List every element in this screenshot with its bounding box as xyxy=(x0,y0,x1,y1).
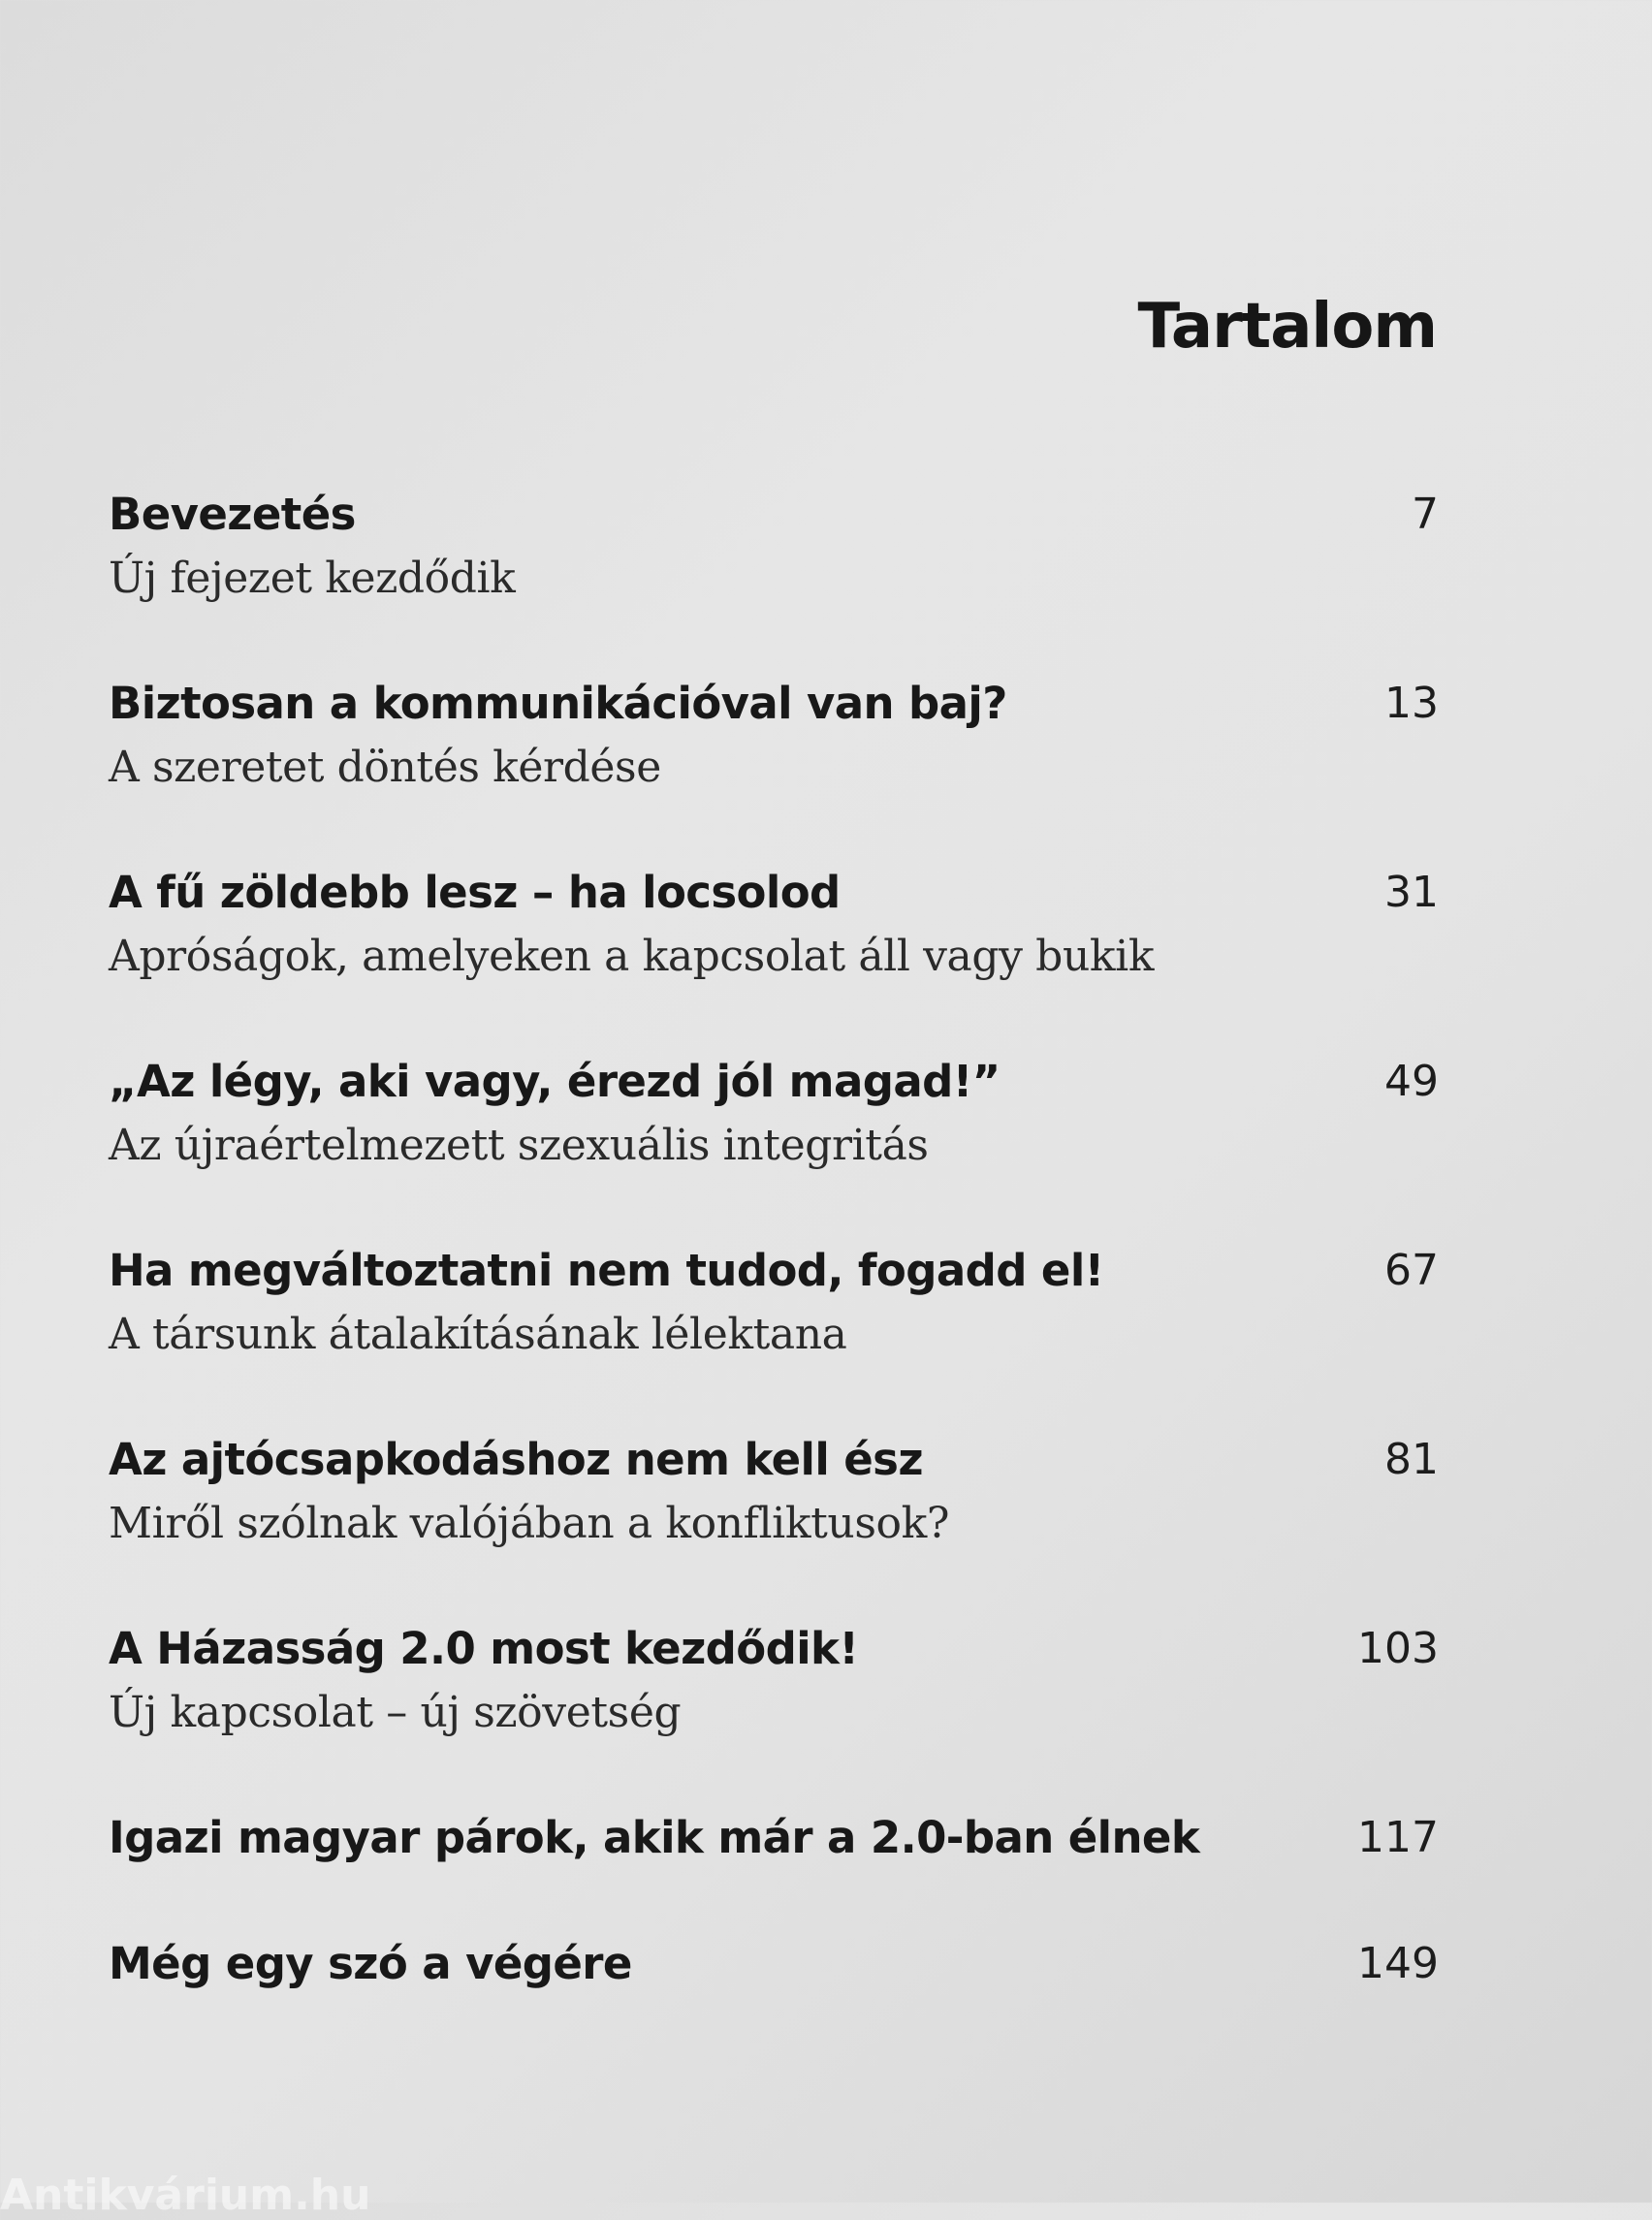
entry-subtitle: Miről szólnak valójában a konfliktusok? xyxy=(109,1499,950,1548)
toc-entry xyxy=(109,1239,1439,1428)
toc-entry xyxy=(109,1428,1439,1617)
entry-title: „Az légy, aki vagy, érezd jól magad!” xyxy=(109,1056,1001,1107)
toc-entry xyxy=(109,672,1439,861)
entry-page-number: 67 xyxy=(1384,1246,1439,1295)
toc-list xyxy=(109,483,1439,2058)
entry-subtitle: Új fejezet kezdődik xyxy=(109,554,516,603)
entry-title: A Házasság 2.0 most kezdődik! xyxy=(109,1623,859,1674)
entry-page-number: 103 xyxy=(1357,1624,1439,1673)
entry-page-number: 81 xyxy=(1384,1435,1439,1484)
entry-page-number: 49 xyxy=(1384,1057,1439,1106)
watermark: Antikvárium.hu xyxy=(0,2171,371,2220)
entry-page-number: 117 xyxy=(1357,1813,1439,1862)
entry-page-number: 7 xyxy=(1412,490,1439,539)
toc-entry xyxy=(109,1617,1439,1806)
toc-title: Tartalom xyxy=(1137,291,1437,363)
entry-subtitle: Apróságok, amelyeken a kapcsolat áll vagy bukik xyxy=(109,932,1155,981)
toc-entry xyxy=(109,861,1439,1050)
entry-title: Biztosan a kommunikációval van baj? xyxy=(109,678,1007,729)
entry-title: Ha megváltoztatni nem tudod, fogadd el! xyxy=(109,1245,1104,1296)
entry-title: Az ajtócsapkodáshoz nem kell ész xyxy=(109,1434,923,1485)
toc-entry xyxy=(109,483,1439,672)
entry-page-number: 31 xyxy=(1384,868,1439,917)
entry-subtitle: Új kapcsolat – új szövetség xyxy=(109,1688,682,1737)
entry-page-number: 13 xyxy=(1384,679,1439,728)
toc-entry xyxy=(109,1806,1439,1932)
toc-entry xyxy=(109,1932,1439,2058)
entry-subtitle: A szeretet döntés kérdése xyxy=(109,743,661,792)
entry-page-number: 149 xyxy=(1357,1939,1439,1988)
entry-title: Még egy szó a végére xyxy=(109,1938,632,1989)
toc-entry xyxy=(109,1050,1439,1239)
entry-subtitle: A társunk átalakításának lélektana xyxy=(109,1310,847,1359)
entry-title: Igazi magyar párok, akik már a 2.0-ban élnek xyxy=(109,1812,1200,1863)
entry-subtitle: Az újraértelmezett szexuális integritás xyxy=(109,1121,929,1170)
entry-title: Bevezetés xyxy=(109,489,356,540)
entry-title: A fű zöldebb lesz – ha locsolod xyxy=(109,867,841,918)
